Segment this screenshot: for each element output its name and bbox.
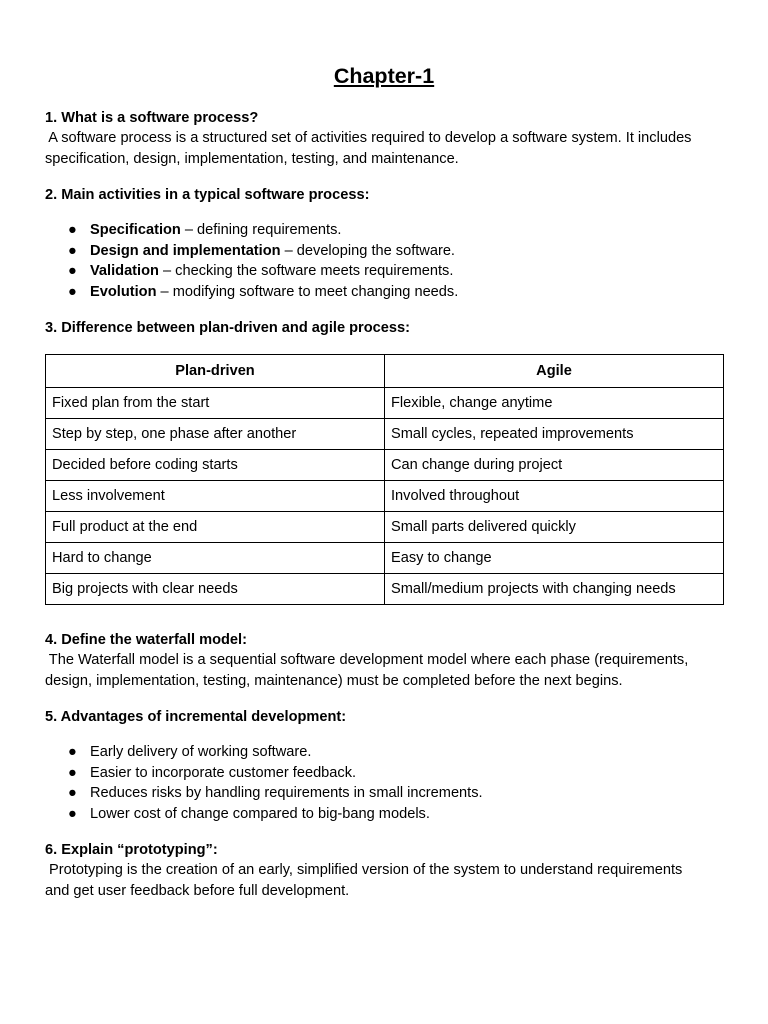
list-item: [68, 282, 458, 303]
list-item: [68, 220, 458, 241]
table-row: [46, 543, 724, 574]
table-cell: Less involvement: [46, 481, 385, 512]
list-item: [68, 804, 483, 825]
table-row: [46, 574, 724, 605]
table-row: [46, 450, 724, 481]
list-item-text: Easier to incorporate customer feedback.: [90, 764, 357, 781]
list-item-text: – defining requirements.: [180, 222, 342, 238]
list-item: [68, 763, 483, 784]
table-cell: Flexible, change anytime: [385, 388, 724, 419]
list-item-text: Early delivery of working software.: [90, 744, 312, 760]
paragraph-line: specification, design, implementation, testing, and maintenance.: [45, 150, 459, 167]
table-header-plan-driven: Plan-driven: [46, 355, 385, 388]
paragraph-line: Prototyping is the creation of an early, simplified version of the system to understand requirements: [45, 862, 683, 878]
table-cell: Fixed plan from the start: [46, 388, 385, 419]
list-item-term: Evolution: [90, 283, 157, 300]
table-cell: Easy to change: [385, 543, 724, 574]
page-title: Chapter-1: [333, 64, 435, 88]
paragraph-line: A software process is a structured set of activities required to develop a software system. It includes: [45, 130, 692, 146]
list-item-term: Design and implementation: [90, 242, 281, 259]
section-6-heading: 6. Explain “prototyping”:: [45, 842, 218, 858]
list-item: [68, 742, 483, 763]
table-row: [46, 388, 724, 419]
table-row: [46, 419, 724, 450]
table-cell: Small parts delivered quickly: [385, 512, 724, 543]
bullet-icon: ●: [68, 283, 77, 300]
section-6-paragraph: [45, 860, 735, 901]
list-item-text: Lower cost of change compared to big-bang models.: [90, 805, 430, 822]
section-2-heading: 2. Main activities in a typical software process:: [45, 187, 370, 203]
table-cell: Can change during project: [385, 450, 724, 481]
list-item-term: Validation: [90, 263, 159, 279]
section-5-heading: 5. Advantages of incremental development:: [45, 709, 347, 725]
paragraph-line: The Waterfall model is a sequential software development model where each phase (requirements,: [45, 652, 689, 668]
section-3-heading: 3. Difference between plan-driven and agile process:: [45, 320, 410, 336]
table-cell: Full product at the end: [46, 512, 385, 543]
bullet-icon: ●: [68, 222, 77, 238]
section-1-paragraph: [45, 128, 735, 169]
bullet-icon: ●: [68, 764, 77, 781]
table-row: [46, 512, 724, 543]
paragraph-line: design, implementation, testing, maintenance) must be completed before the next begins.: [45, 672, 623, 689]
section-4-heading: 4. Define the waterfall model:: [45, 632, 247, 648]
list-item-text: – modifying software to meet changing needs.: [156, 283, 459, 300]
section-1-heading: 1. What is a software process?: [45, 110, 259, 126]
list-item: [68, 241, 458, 262]
list-item-text: – developing the software.: [280, 242, 455, 259]
table-cell: Big projects with clear needs: [46, 574, 385, 605]
bullet-icon: ●: [68, 805, 77, 822]
bullet-icon: ●: [68, 785, 77, 801]
table-cell: Small/medium projects with changing needs: [385, 574, 724, 605]
table-header-agile: Agile: [385, 355, 724, 388]
comparison-table: [45, 354, 724, 605]
table-cell: Involved throughout: [385, 481, 724, 512]
bullet-icon: ●: [68, 263, 77, 279]
table-row: [46, 481, 724, 512]
bullet-icon: ●: [68, 242, 77, 259]
list-item: [68, 783, 483, 804]
section-4-paragraph: [45, 650, 735, 691]
list-item-text: – checking the software meets requirements.: [158, 263, 454, 279]
activities-list: [68, 220, 458, 302]
table-header-row: [46, 355, 724, 388]
table-cell: Step by step, one phase after another: [46, 419, 385, 450]
bullet-icon: ●: [68, 744, 77, 760]
advantages-list: [68, 742, 483, 824]
table-cell: Decided before coding starts: [46, 450, 385, 481]
list-item-term: Specification: [90, 222, 181, 238]
list-item-text: Reduces risks by handling requirements in small increments.: [90, 785, 483, 801]
list-item: [68, 261, 458, 282]
table-cell: Small cycles, repeated improvements: [385, 419, 724, 450]
paragraph-line: and get user feedback before full development.: [45, 882, 350, 899]
table-cell: Hard to change: [46, 543, 385, 574]
